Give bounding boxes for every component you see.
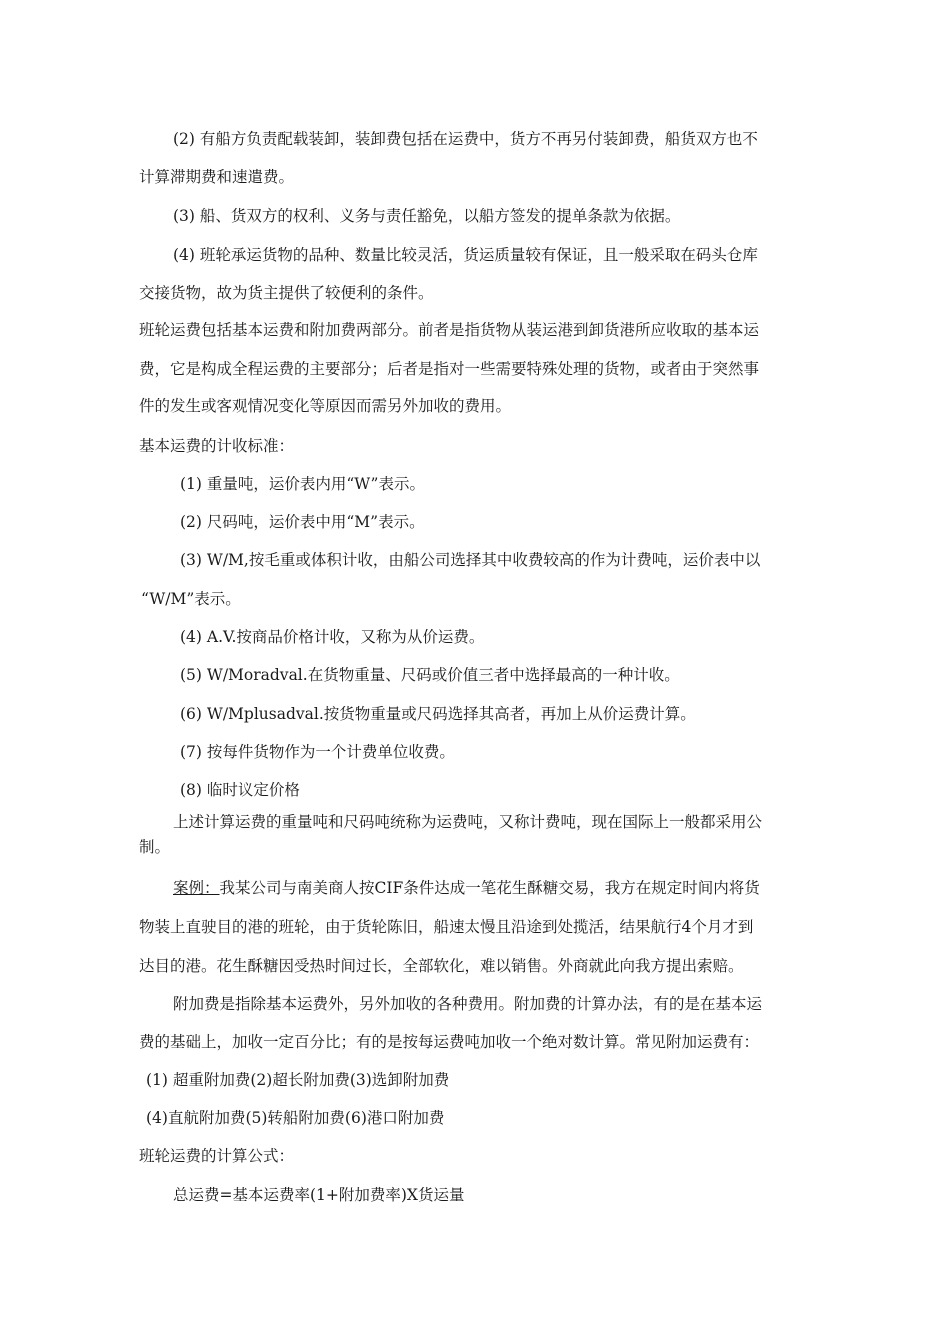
list-item-continuation: “W/M”表示。 — [141, 590, 241, 608]
paragraph-line: 交接货物，故为货主提供了较便利的条件。 — [139, 284, 434, 302]
paragraph-line: (2) 有船方负责配载装卸，装卸费包括在运费中，货方不再另付装卸费，船货双方也不 — [173, 130, 758, 148]
paragraph-line: 计算滞期费和速遣费。 — [139, 168, 295, 186]
paragraph-line: (3) 船、货双方的权利、义务与责任豁免，以船方签发的提单条款为依据。 — [173, 207, 681, 225]
list-item: (4)直航附加费(5)转船附加费(6)港口附加费 — [146, 1109, 445, 1127]
section-heading: 班轮运费的计算公式： — [139, 1147, 295, 1165]
paragraph-line: 达目的港。花生酥糖因受热时间过长，全部软化，难以销售。外商就此向我方提出索赔。 — [139, 957, 744, 975]
formula-line: 总运费=基本运费率(1+附加费率)X货运量 — [173, 1186, 465, 1204]
section-heading: 基本运费的计收标准： — [139, 437, 295, 455]
case-text: 我某公司与南美商人按CIF条件达成一笔花生酥糖交易，我方在规定时间内将货 — [219, 879, 760, 897]
paragraph-line: 班轮运费包括基本运费和附加费两部分。前者是指货物从装运港到卸货港所应收取的基本运 — [139, 321, 760, 339]
list-item: (7) 按每件货物作为一个计费单位收费。 — [180, 743, 455, 761]
list-item: (6) W/Mplusadval.按货物重量或尺码选择其高者，再加上从价运费计算。 — [180, 705, 696, 723]
paragraph-line: 物装上直驶目的港的班轮，由于货轮陈旧，船速太慢且沿途到处揽活，结果航行4个月才到 — [139, 918, 754, 936]
list-item: (8) 临时议定价格 — [180, 781, 300, 799]
paragraph-line: 件的发生或客观情况变化等原因而需另外加收的费用。 — [139, 397, 512, 415]
list-item: (1) 重量吨，运价表内用“W”表示。 — [180, 475, 425, 493]
list-item: (3) W/M,按毛重或体积计收，由船公司选择其中收费较高的作为计费吨，运价表中以 — [180, 551, 761, 569]
paragraph-line: (4) 班轮承运货物的品种、数量比较灵活，货运质量较有保证，且一般采取在码头仓库 — [173, 246, 758, 264]
paragraph-line: 费，它是构成全程运费的主要部分；后者是指对一些需要特殊处理的货物，或者由于突然事 — [139, 360, 760, 378]
paragraph-line: 附加费是指除基本运费外，另外加收的各种费用。附加费的计算办法，有的是在基本运 — [173, 995, 763, 1013]
list-item: (1) 超重附加费(2)超长附加费(3)选卸附加费 — [146, 1071, 450, 1089]
paragraph-line: 上述计算运费的重量吨和尺码吨统称为运费吨，又称计费吨，现在国际上一般都采用公 — [173, 813, 763, 831]
list-item: (2) 尺码吨，运价表中用“M”表示。 — [180, 513, 425, 531]
paragraph-line: 制。 — [139, 838, 171, 856]
case-label: 案例： — [173, 879, 220, 897]
list-item: (5) W/Moradval.在货物重量、尺码或价值三者中选择最高的一种计收。 — [180, 666, 680, 684]
paragraph-line: 费的基础上，加收一定百分比；有的是按每运费吨加收一个绝对数计算。常见附加运费有： — [139, 1033, 760, 1051]
list-item: (4) A.V.按商品价格计收，又称为从价运费。 — [180, 628, 485, 646]
case-paragraph-line — [173, 878, 760, 898]
